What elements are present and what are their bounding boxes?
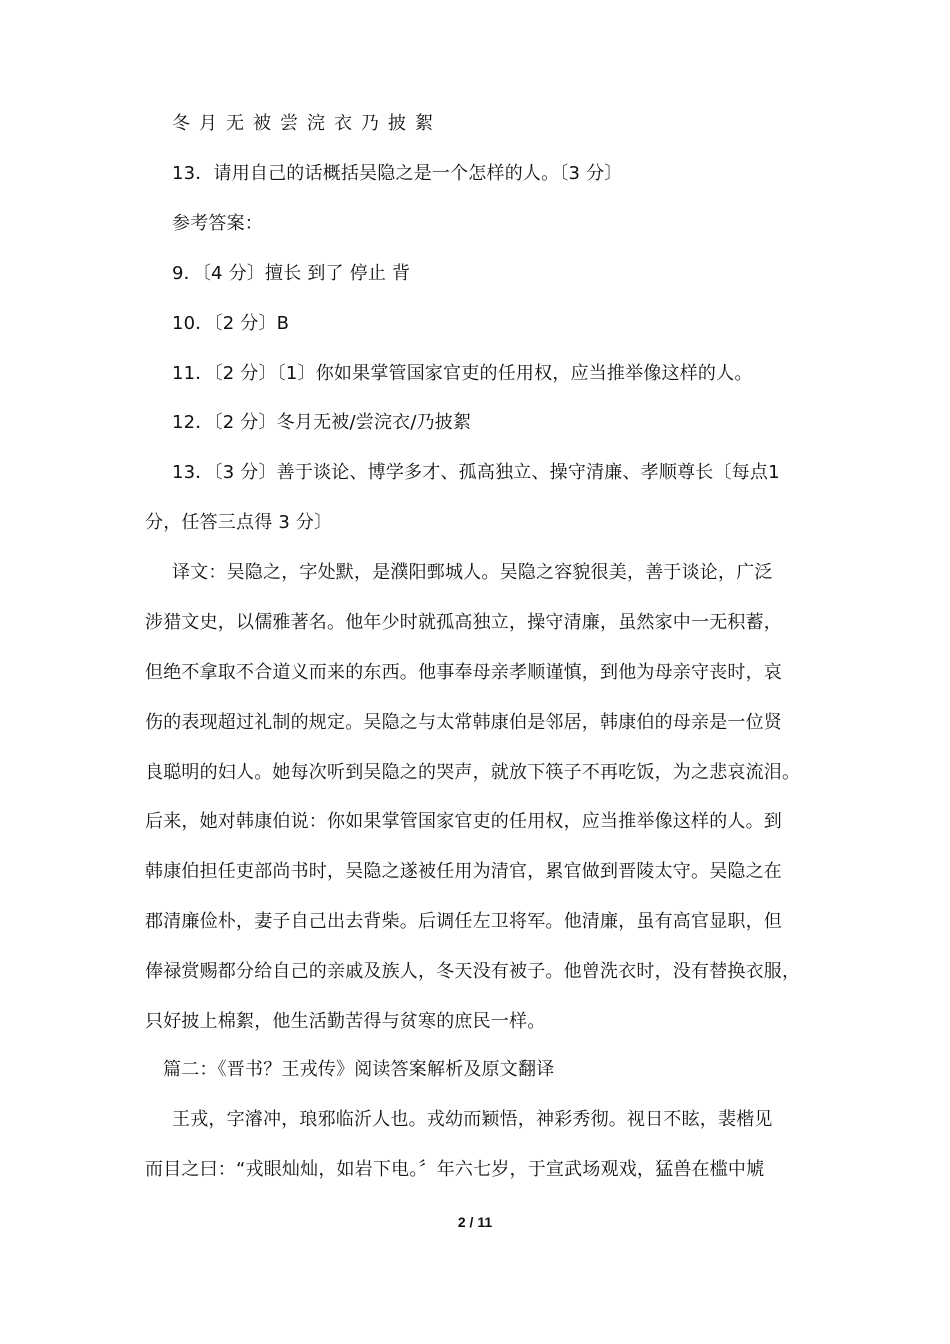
answer-heading: 参考答案： (172, 213, 263, 234)
page-number: 2 / 11 (457, 1214, 493, 1230)
translation-paragraph-line: 韩康伯担任吏部尚书时，吴隐之遂被任用为清官，累官做到晋陵太守。吴隐之在 (145, 861, 782, 882)
answer-9: 9．〔4 分〕擅长 到了 停止 背 (172, 263, 411, 284)
section-heading: 篇二：《晋书？王戎传》阅读答案解析及原文翻译 (163, 1059, 555, 1080)
translation-paragraph-line: 良聪明的妇人。她每次听到吴隐之的哭声，就放下筷子不再吃饭，为之悲哀流泪。 (145, 762, 801, 783)
answer-10: 10．〔2 分〕B (172, 313, 290, 334)
answer-13: 13．〔3 分〕善于谈论、博学多才、孤高独立、操守清廉、孝顺尊长〔每点1 (172, 462, 780, 483)
original-text-line: 而目之曰：“戎眼灿灿，如岩下电。〞年六七岁，于宣武场观戏，猛兽在槛中虓 (145, 1159, 765, 1180)
answer-11: 11．〔2 分〕〔1〕你如果掌管国家官吏的任用权，应当推举像这样的人。 (172, 363, 753, 384)
translation-paragraph-line: 伤的表现超过礼制的规定。吴隐之与太常韩康伯是邻居，韩康伯的母亲是一位贤 (145, 712, 782, 733)
quoted-phrase: 冬月无被尝浣衣乃披絮 (172, 113, 442, 134)
translation-paragraph-line: 后来，她对韩康伯说：你如果掌管国家官吏的任用权，应当推举像这样的人。到 (145, 811, 782, 832)
translation-paragraph-line: 俸禄赏赐都分给自己的亲戚及族人，冬天没有被子。他曾洗衣时，没有替换衣服， (145, 961, 801, 982)
question-13: 13．请用自己的话概括吴隐之是一个怎样的人。〔3 分〕 (172, 163, 623, 184)
translation-paragraph-line: 涉猎文史，以儒雅著名。他年少时就孤高独立，操守清廉，虽然家中一无积蓄， (145, 612, 782, 633)
answer-13-continued: 分，任答三点得 3 分〕 (145, 512, 333, 533)
translation-paragraph-line: 只好披上棉絮，他生活勤苦得与贫寒的庶民一样。 (145, 1011, 546, 1032)
translation-paragraph-line: 译文：吴隐之，字处默，是濮阳鄄城人。吴隐之容貌很美，善于谈论，广泛 (172, 562, 773, 583)
translation-paragraph-line: 郡清廉俭朴，妻子自己出去背柴。后调任左卫将军。他清廉，虽有高官显职，但 (145, 911, 782, 932)
original-text-line: 王戎，字濬冲，琅邪临沂人也。戎幼而颖悟，神彩秀彻。视日不眩，裴楷见 (172, 1109, 773, 1130)
answer-12: 12．〔2 分〕冬月无被/尝浣衣/乃披絮 (172, 412, 472, 433)
translation-paragraph-line: 但绝不拿取不合道义而来的东西。他事奉母亲孝顺谨慎，到他为母亲守丧时，哀 (145, 662, 782, 683)
